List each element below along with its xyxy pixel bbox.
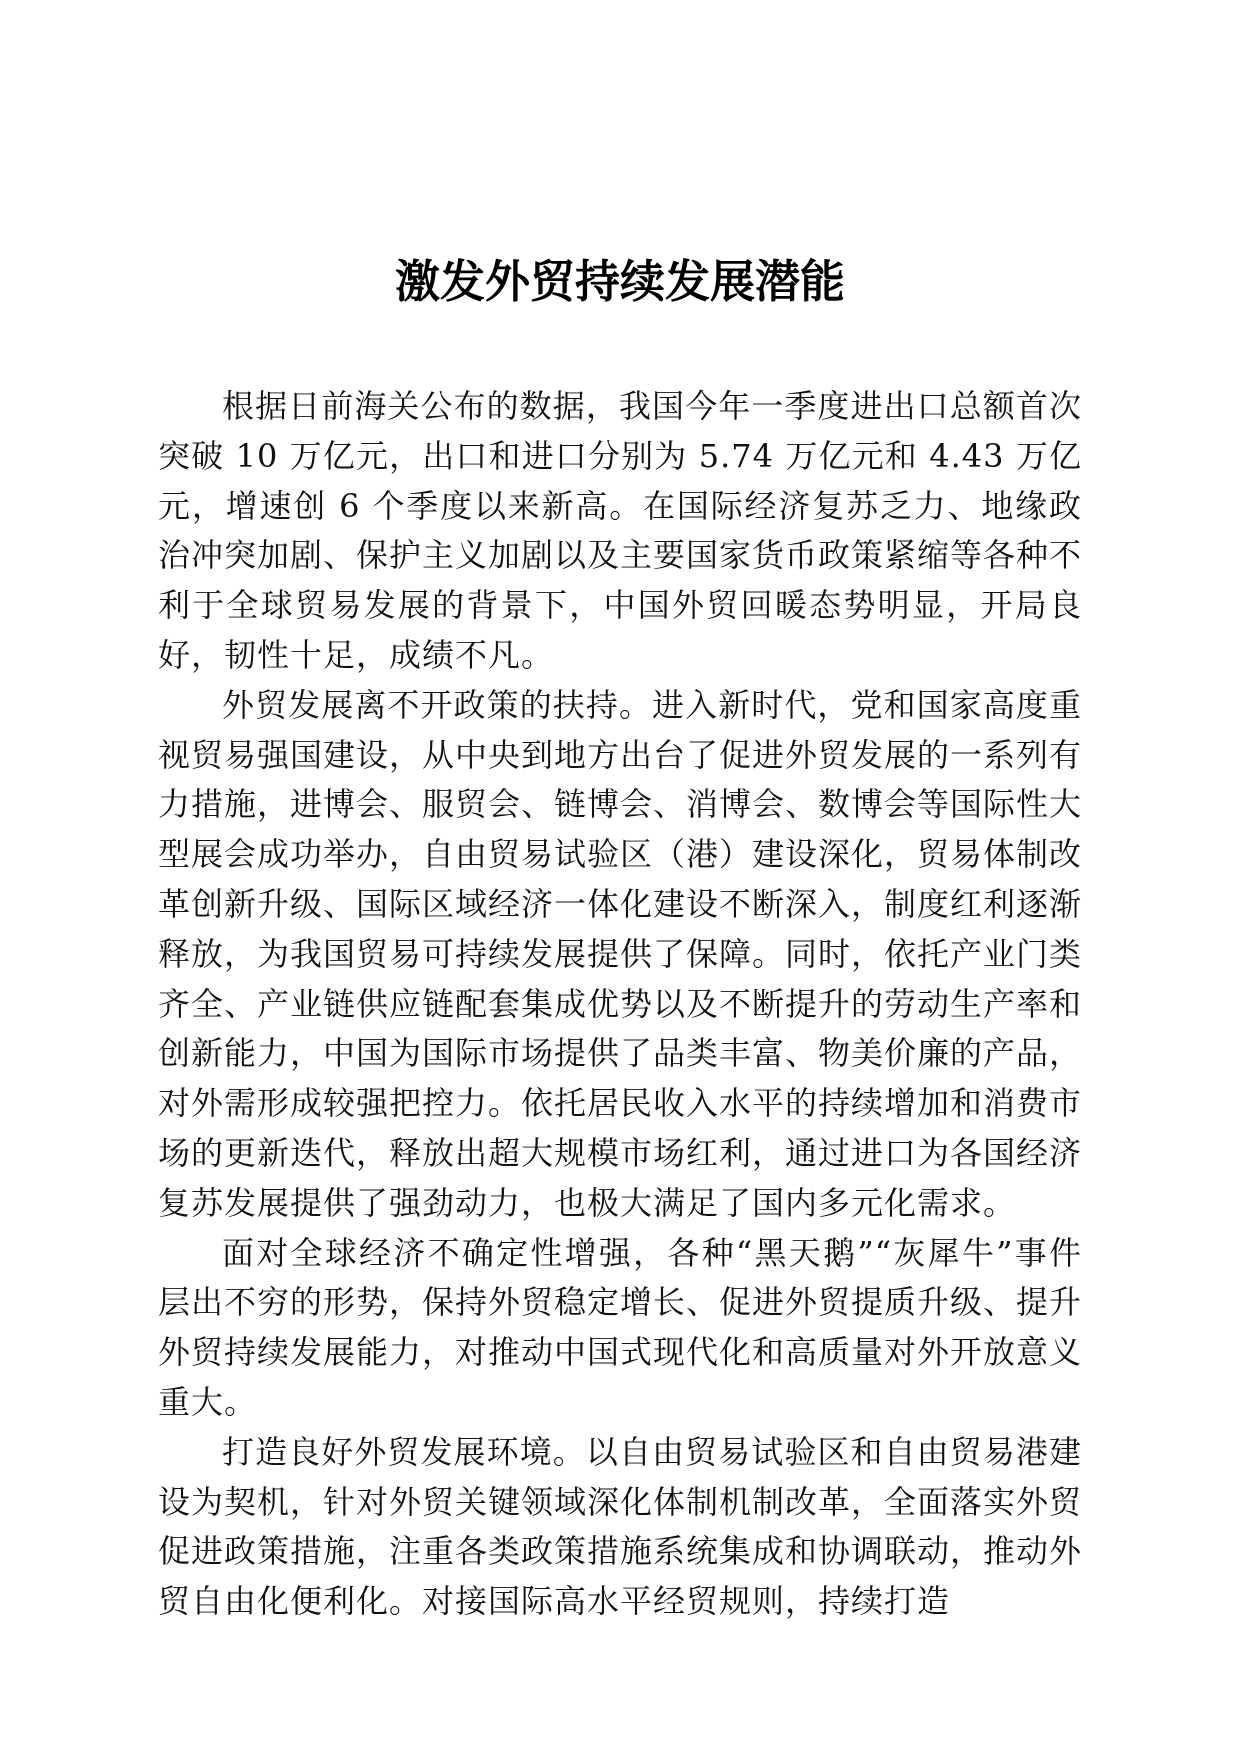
paragraph-3: 面对全球经济不确定性增强，各种“黑天鹅”“灰犀牛”事件层出不穷的形势，保持外贸稳定增长、促进外贸提质升级、提升外贸持续发展能力，对推动中国式现代化和高质量对外开放意义重大。 — [158, 1233, 1083, 1421]
paragraph-2: 外贸发展离不开政策的扶持。进入新时代，党和国家高度重视贸易强国建设，从中央到地方出台了促进外贸发展的一系列有力措施，进博会、服贸会、链博会、消博会、数博会等国际性大型展会成功举办，自由贸易试验区（港）建设深化，贸易体制改革创新升级、国际区域经济一体化建设不断深入，制度红利逐渐释放，为我国贸易可持续发展提供了保障。同时，依托产业门类齐全、产业链供应链配套集成优势以及不断提升的劳动生产率和创新能力，中国为国际市场提供了品类丰富、物美价廉的产品，对外需形成较强把控力。依托居民收入水平的持续增加和消费市场的更新迭代，释放出超大规模市场红利，通过进口为各国经济复苏发展提供了强劲动力，也极大满足了国内多元化需求。 — [158, 685, 1083, 1222]
paragraph-4: 打造良好外贸发展环境。以自由贸易试验区和自由贸易港建设为契机，针对外贸关键领域深化体制机制改革，全面落实外贸促进政策措施，注重各类政策措施系统集成和协调联动，推动外贸自由化便利化。对接国际高水平经贸规则，持续打造 — [158, 1432, 1083, 1621]
article-body — [158, 382, 1082, 1627]
article-title: 激发外贸持续发展潜能 — [394, 255, 845, 308]
paragraph-1: 根据日前海关公布的数据，我国今年一季度进出口总额首次突破 10 万亿元，出口和进口分别为 5.74 万亿元和 4.43 万亿元，增速创 6 个季度以来新高。在国际经济复苏乏力、地缘政治冲突加剧、保护主义加剧以及主要国家货币政策紧缩等各种不利于全球贸易发展的背景下，中国外贸回暖态势明显，开局良好，韧性十足，成绩不凡。 — [158, 387, 1083, 674]
